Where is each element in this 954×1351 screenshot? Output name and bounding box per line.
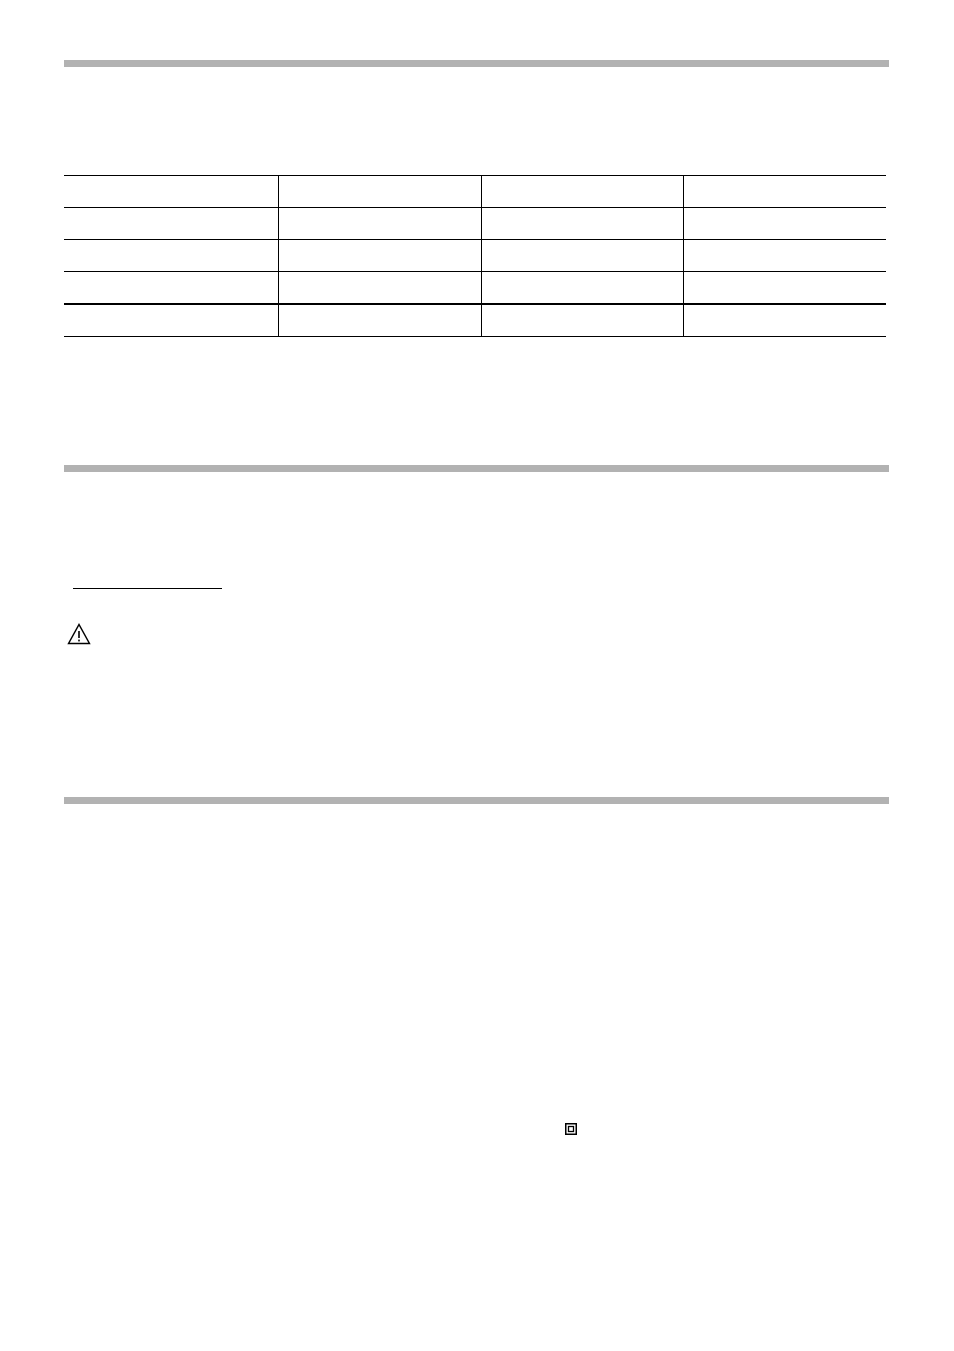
table-cell — [278, 208, 481, 240]
table-cell — [481, 208, 683, 240]
table-cell — [481, 240, 683, 272]
table-cell — [64, 304, 278, 337]
table-cell — [683, 272, 886, 305]
table-row — [64, 304, 886, 337]
table-cell — [481, 272, 683, 305]
table-cell — [683, 304, 886, 337]
table-cell — [64, 208, 278, 240]
table-cell — [481, 304, 683, 337]
safety-heading-underline — [73, 568, 222, 589]
table-cell — [683, 176, 886, 208]
table-cell — [278, 240, 481, 272]
table-cell — [64, 272, 278, 305]
table-row — [64, 176, 886, 208]
table-cell — [683, 240, 886, 272]
table-cell — [64, 240, 278, 272]
warning-triangle-icon — [67, 623, 91, 645]
double-insulation-icon — [565, 1122, 577, 1134]
table-row — [64, 208, 886, 240]
section-divider-middle — [64, 465, 889, 472]
table-row — [64, 272, 886, 305]
table-row — [64, 240, 886, 272]
specifications-table — [64, 175, 886, 337]
section-divider-bottom — [64, 797, 889, 804]
table-cell — [481, 176, 683, 208]
table-cell — [278, 176, 481, 208]
table-cell — [278, 304, 481, 337]
section-divider-top — [64, 60, 889, 67]
table-cell — [683, 208, 886, 240]
table-cell — [278, 272, 481, 305]
table-cell — [64, 176, 278, 208]
